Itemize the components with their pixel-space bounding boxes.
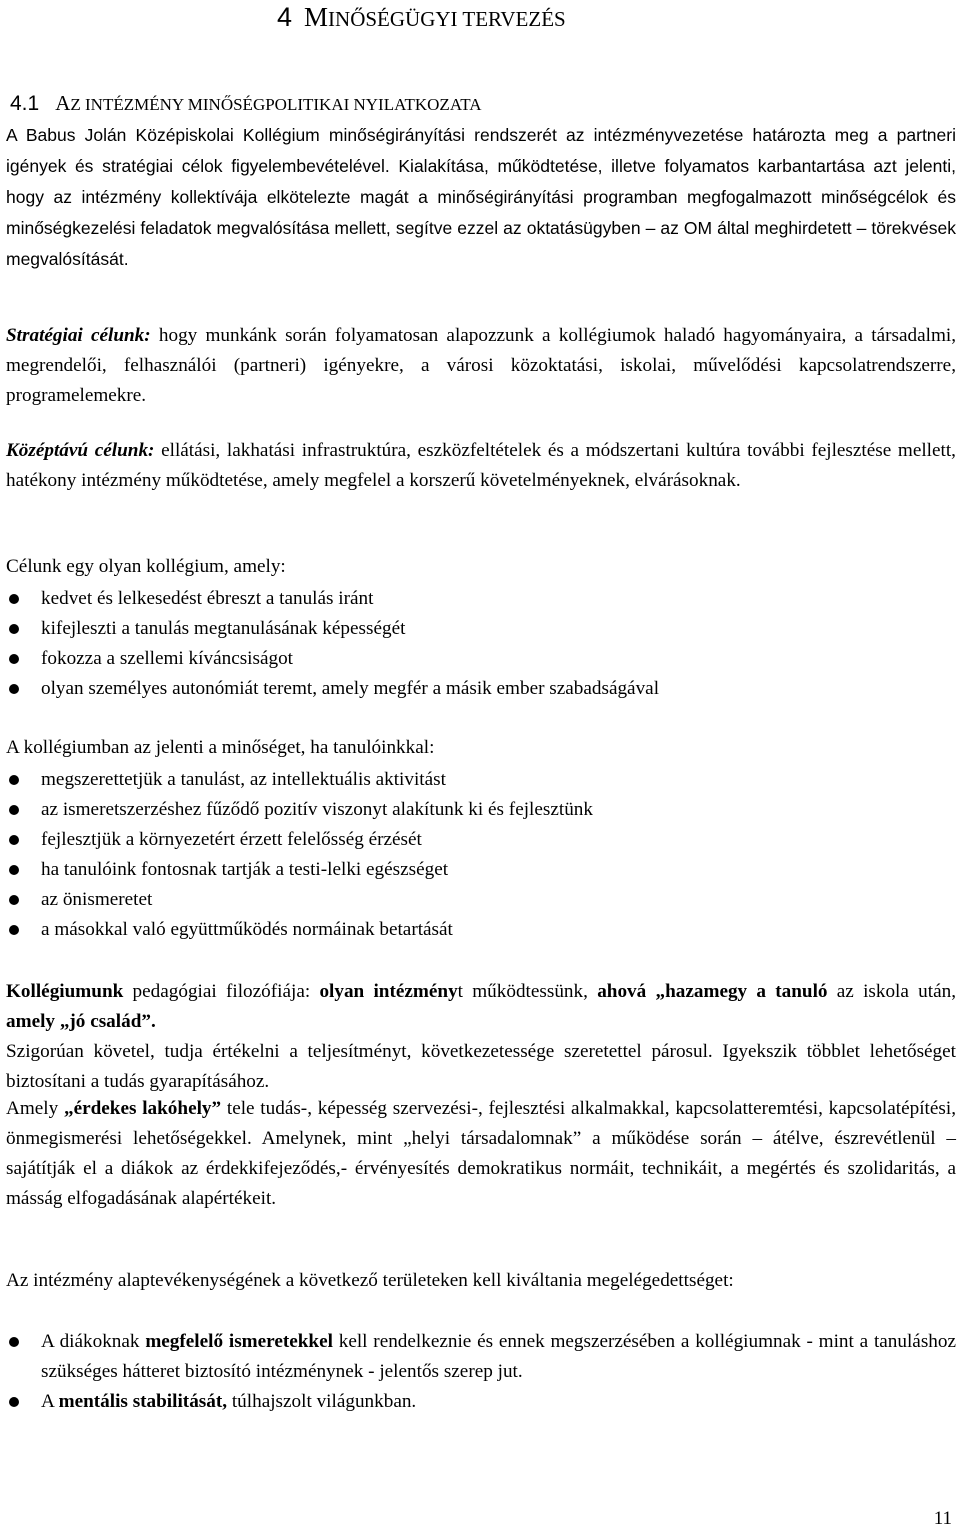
philosophy-bold-2: olyan intézmény bbox=[319, 981, 458, 1002]
philosophy-text-2: t működtessünk, bbox=[457, 981, 598, 1002]
list-item bbox=[0, 1387, 956, 1417]
intro-paragraph bbox=[6, 120, 956, 275]
list-item: a másokkal való együttműködés normáinak betartását bbox=[0, 915, 956, 945]
midterm-goal-label: Középtávú célunk: bbox=[6, 440, 155, 461]
section-number: 4.1 bbox=[10, 92, 40, 115]
philosophy-bold-4: amely „jó család”. bbox=[6, 1011, 156, 1032]
section-heading bbox=[10, 91, 482, 116]
home-text-2: tele tudás-, képesség szervezési-, fejlesztési alkalmakkal, kapcsolatteremtési, kapcsolatépítési, önmegismerési lehetőségekkel. Amelynek, mint „helyi társadalomnak” a működése során – átélve, észrevétlenül – sajátítják el a diákok az érdekkifejeződés,- érvényesítés demokratikus normáit, technikáit, a megértés és szolidaritás, a másság elfogadásának alapértékeit. bbox=[6, 1098, 956, 1209]
home-paragraph bbox=[6, 1094, 956, 1214]
list-item: ha tanulóink fontosnak tartják a testi-lelki egészséget bbox=[0, 855, 956, 885]
item-bold: megfelelő ismeretekkel bbox=[145, 1331, 333, 1352]
item-text: túlhajszolt világunkban. bbox=[227, 1391, 417, 1412]
strategic-goal-paragraph bbox=[6, 321, 956, 411]
demands-paragraph: Szigorúan követel, tudja értékelni a teljesítményt, következetessége szeretettel párosul. Igyekszik többlet lehetőséget biztosítani a tudás gyarapításához. bbox=[6, 1041, 956, 1092]
strategic-goal-text: hogy munkánk során folyamatosan alapozzunk a kollégiumok haladó hagyományaira, a társadalmi, megrendelői, felhasználói (partneri) igényekre, a városi közoktatási, iskolai, művelődési kapcsolatrendszerre, programelemekre. bbox=[6, 325, 956, 406]
intro-text: A Babus Jolán Középiskolai Kollégium minőségirányítási rendszerét az intézményvezetése határozta meg a partneri igények és stratégiai célok figyelembevételével. Kialakítása, működtetése, illetve folyamatos karbantartása azt jelenti, hogy az intézmény kollektívája elkötelezte magát a minőségirányítási programban megfogalmazott minőségcélok és minőségkezelési feladatok megvalósítása mellett, segítve ezzel az oktatásügyben – az OM által meghirdetett – törekvések megvalósítását. bbox=[6, 125, 956, 269]
philosophy-text-3: az iskola után, bbox=[827, 981, 956, 1002]
list-item: fokozza a szellemi kíváncsiságot bbox=[0, 644, 956, 674]
list-item: kifejleszti a tanulás megtanulásának képességét bbox=[0, 614, 956, 644]
list-item: kedvet és lelkesedést ébreszt a tanulás iránt bbox=[0, 584, 956, 614]
list-item bbox=[0, 1327, 956, 1387]
list-item: az ismeretszerzéshez fűződő pozitív viszonyt alakítunk ki és fejlesztünk bbox=[0, 795, 956, 825]
section-title-rest: Z INTÉZMÉNY MINŐSÉGPOLITIKAI NYILATKOZATA bbox=[70, 95, 482, 114]
substitute-intro: Az intézmény alaptevékenységének a következő területeken kell kiváltania megelégedettséget: bbox=[6, 1270, 734, 1291]
page-number: 11 bbox=[933, 1508, 952, 1529]
philosophy-text-1: pedagógiai filozófiája: bbox=[123, 981, 320, 1002]
chapter-number: 4 bbox=[277, 2, 293, 32]
chapter-heading bbox=[277, 2, 566, 33]
philosophy-paragraph bbox=[6, 977, 956, 1037]
item-bold: mentális stabilitását, bbox=[58, 1391, 228, 1412]
philosophy-bold-3: ahová „hazamegy a tanuló bbox=[597, 981, 828, 1002]
quality-list bbox=[0, 765, 956, 945]
philosophy-bold-1: Kollégiumunk bbox=[6, 981, 124, 1002]
item-text: A bbox=[41, 1391, 59, 1412]
list-item: megszerettetjük a tanulást, az intellektuális aktivitást bbox=[0, 765, 956, 795]
item-text: A diákoknak bbox=[41, 1331, 146, 1352]
chapter-title-rest: INŐSÉGÜGYI TERVEZÉS bbox=[328, 7, 566, 31]
chapter-title-initial: M bbox=[304, 2, 329, 32]
list-item: olyan személyes autonómiát teremt, amely megfér a másik ember szabadságával bbox=[0, 674, 956, 704]
item-text: kell rendelkeznie és ennek megszerzésében a kollégiumnak - mint a tanuláshoz szükséges hátteret biztosító intézménynek - jelentős szerep jut. bbox=[41, 1331, 956, 1382]
substitute-list bbox=[0, 1327, 956, 1417]
midterm-goal-text: ellátási, lakhatási infrastruktúra, eszközfeltételek és a módszertani kultúra további fejlesztése mellett, hatékony intézmény működtetése, amely megfelel a korszerű követelményeknek, elvárásoknak. bbox=[6, 440, 956, 491]
list-item: fejlesztjük a környezetért érzett felelősség érzését bbox=[0, 825, 956, 855]
strategic-goal-label: Stratégiai célunk: bbox=[6, 325, 151, 346]
home-text-1: Amely bbox=[6, 1098, 64, 1119]
goal-list bbox=[0, 584, 956, 704]
list-item: az önismeretet bbox=[0, 885, 956, 915]
goal-intro: Célunk egy olyan kollégium, amely: bbox=[6, 556, 286, 577]
midterm-goal-paragraph bbox=[6, 436, 956, 496]
section-title-initial: A bbox=[55, 91, 71, 115]
quality-intro: A kollégiumban az jelenti a minőséget, ha tanulóinkkal: bbox=[6, 737, 435, 758]
home-bold: „érdekes lakóhely” bbox=[63, 1098, 222, 1119]
